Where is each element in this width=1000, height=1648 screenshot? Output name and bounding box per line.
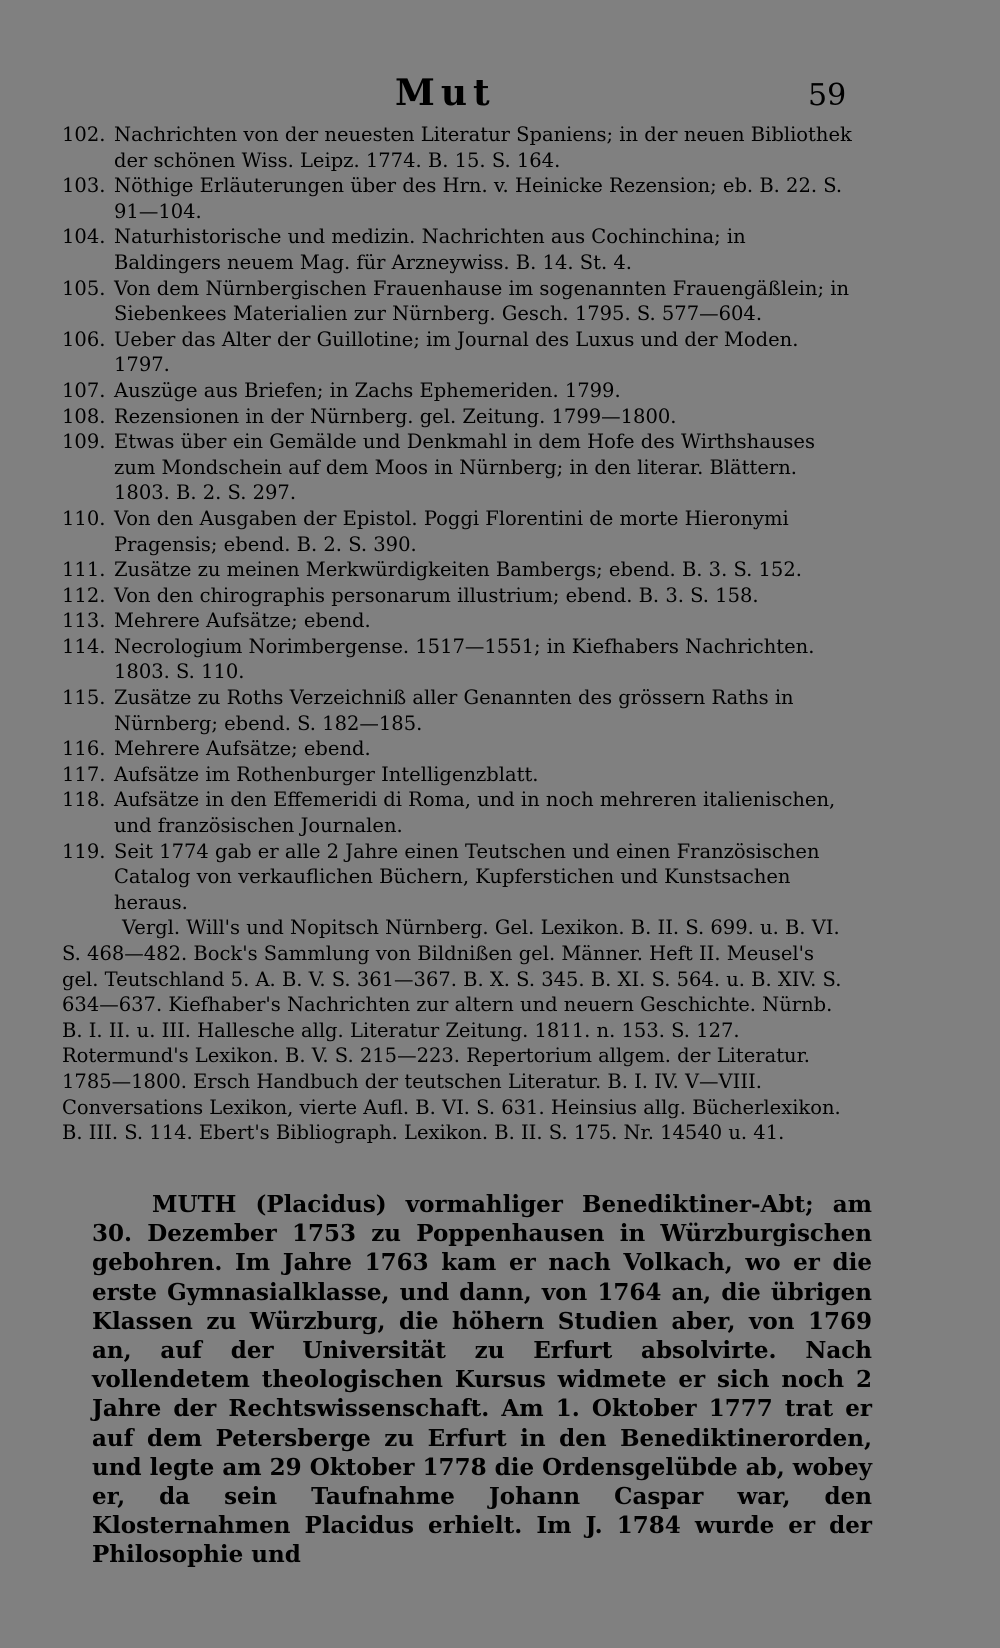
entry-number: 104. (62, 225, 106, 249)
entry-number: 107. (62, 378, 106, 402)
entry-text: Ueber das Alter der Guillotine; im Journal des Luxus und der Moden. 1797. (114, 327, 799, 377)
entry-text: Aufsätze im Rothenburger Intelligenzblatt. (114, 762, 539, 786)
entry-text: Von den chirographis personarum illustrium; ebend. B. 3. S. 158. (114, 583, 759, 607)
entry-number: 113. (62, 609, 106, 633)
sources-paragraph: Vergl. Will's und Nopitsch Nürnberg. Gel. Lexikon. B. II. S. 699. u. B. VI. S. 468—482. Bock's Sammlung von Bildnißen gel. Männer. Heft II. Meusel's gel. Teutschland 5. A. B. V. S. 361—367. B. X. S. 345. B. XI. S. 564. u. B. XIV. S. 634—637. Kiefhaber's Nachrichten zur altern und neuern Geschichte. Nürnb. B. I. II. u. III. Hallesche allg. Literatur Zeitung. 1811. n. 153. S. 127. Rotermund's Lexikon. B. V. S. 215—223. Repertorium allgem. der Literatur. 1785—1800. Ersch Handbuch der teutschen Literatur. B. I. IV. V—VIII. Conversations Lexikon, vierte Aufl. B. VI. S. 631. Heinsius allg. Bücherlexikon. B. III. S. 114. Ebert's Bibliograph. Lexikon. B. II. S. 175. Nr. 14540 u. 41. (62, 916, 842, 1145)
bibliography-list (62, 122, 852, 1146)
entry-text: Mehrere Aufsätze; ebend. (114, 609, 371, 633)
entry-text: Nöthige Erläuterungen über des Hrn. v. Heinicke Rezension; eb. B. 22. S. 91—104. (114, 174, 843, 223)
entry-text: Von den Ausgaben der Epistol. Poggi Florentini de morte Hieronymi Pragensis; ebend. B. 2. S. 390. (114, 506, 789, 556)
bibliography-entry (62, 762, 852, 788)
entry-number: 110. (62, 506, 106, 530)
entry-number: 103. (62, 174, 106, 198)
bibliography-entry (62, 839, 852, 916)
bibliography-entry (62, 557, 852, 583)
entry-text: Rezensionen in der Nürnberg. gel. Zeitung. 1799—1800. (114, 404, 677, 428)
bibliography-entry (62, 787, 852, 838)
entry-text: Aufsätze in den Effemeridi di Roma, und in noch mehreren italienischen, und französischen Journalen. (114, 788, 836, 838)
entry-number: 111. (62, 558, 106, 582)
bibliography-entry (62, 685, 852, 736)
entry-number: 118. (62, 788, 106, 812)
bibliography-entry (62, 429, 852, 506)
bibliography-entry (62, 404, 852, 430)
entry-text: Zusätze zu Roths Verzeichniß aller Genannten des grössern Raths in Nürnberg; ebend. S. 182—185. (114, 686, 794, 735)
entry-text: Seit 1774 gab er alle 2 Jahre einen Teutschen und einen Französischen Catalog von verkauflichen Büchern, Kupferstichen und Kunstsachen heraus. (114, 839, 820, 914)
page-header (0, 72, 1000, 122)
entry-number: 102. (62, 123, 106, 146)
biography-section (92, 1190, 872, 1570)
entry-number: 117. (62, 762, 106, 786)
bibliography-entry (62, 276, 852, 327)
entry-number: 115. (62, 686, 106, 710)
entry-number: 119. (62, 839, 106, 863)
entry-text: Mehrere Aufsätze; ebend. (114, 737, 371, 761)
entry-number: 112. (62, 583, 106, 607)
bibliography-entry (62, 327, 852, 378)
entry-text: Auszüge aus Briefen; in Zachs Ephemeriden. 1799. (114, 378, 621, 402)
entry-number: 114. (62, 634, 106, 658)
bibliography-entry (62, 634, 852, 685)
running-head: Mut (395, 72, 496, 114)
bibliography-entry (62, 173, 852, 224)
entry-number: 106. (62, 327, 106, 351)
entry-number: 108. (62, 404, 106, 428)
bibliography-entry (62, 224, 852, 275)
entry-text: Von dem Nürnbergischen Frauenhause im sogenannten Frauengäßlein; in Siebenkees Materialien zur Nürnberg. Gesch. 1795. S. 577—604. (114, 276, 850, 326)
bibliography-entry (62, 583, 852, 609)
entry-text: Naturhistorische und medizin. Nachrichten aus Cochinchina; in Baldingers neuem Mag. für Arzneywiss. B. 14. St. 4. (114, 225, 746, 274)
biography-text: MUTH (Placidus) vormahliger Benediktiner-Abt; am 30. Dezember 1753 zu Poppenhausen in Würzburgischen gebohren. Im Jahre 1763 kam er nach Volkach, wo er die erste Gymnasialklasse, und dann, von 1764 an, die übrigen Klassen zu Würzburg, die höhern Studien aber, von 1769 an, auf der Universität zu Erfurt absolvirte. Nach vollendetem theologischen Kursus widmete er sich noch 2 Jahre der Rechtswissenschaft. Am 1. Oktober 1777 trat er auf dem Petersberge zu Erfurt in den Benediktinerorden, und legte am 29 Oktober 1778 die Ordensgelübde ab, wobey er, da sein Taufnahme Johann Caspar war, den Klosternahmen Placidus erhielt. Im J. 1784 wurde er der Philosophie und (92, 1191, 872, 1569)
page-number: 59 (808, 78, 847, 113)
entry-text: Nachrichten von der neuesten Literatur Spaniens; in der neuen Bibliothek der schönen Wiss. Leipz. 1774. B. 15. S. 164. (114, 123, 852, 172)
entry-number: 109. (62, 430, 106, 454)
entry-text: Etwas über ein Gemälde und Denkmahl in dem Hofe des Wirthshauses zum Mondschein auf dem Moos in Nürnberg; in den literar. Blättern. 1803. B. 2. S. 297. (114, 430, 815, 505)
bibliography-entry (62, 506, 852, 557)
entry-text: Zusätze zu meinen Merkwürdigkeiten Bambergs; ebend. B. 3. S. 152. (114, 558, 802, 582)
bibliography-entry (62, 122, 852, 173)
bibliography-entry (62, 608, 852, 634)
entry-number: 116. (62, 737, 106, 761)
entry-text: Necrologium Norimbergense. 1517—1551; in Kiefhabers Nachrichten. 1803. S. 110. (114, 634, 815, 684)
bibliography-entry (62, 736, 852, 762)
entry-number: 105. (62, 276, 106, 300)
bibliography-entry (62, 378, 852, 404)
